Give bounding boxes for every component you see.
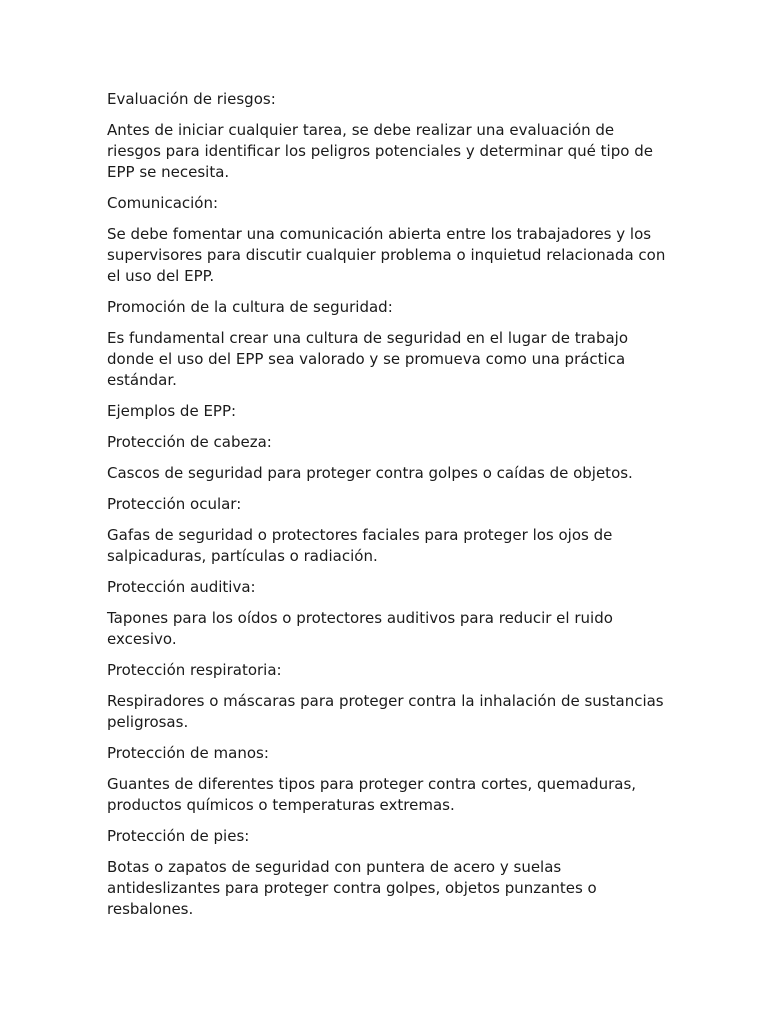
document-page — [107, 89, 667, 930]
heading-proteccion-ocular: Protección ocular: — [107, 495, 242, 513]
heading-proteccion-auditiva: Protección auditiva: — [107, 578, 256, 596]
heading-proteccion-manos: Protección de manos: — [107, 744, 269, 762]
heading-cultura-seguridad: Promoción de la cultura de seguridad: — [107, 298, 393, 316]
paragraph-comunicacion: Se debe fomentar una comunicación abierta entre los trabajadores y los supervisores para discutir cualquier problema o inquietud relacionada con el uso del EPP. — [107, 225, 666, 285]
heading-evaluacion-riesgos: Evaluación de riesgos: — [107, 90, 276, 108]
paragraph-proteccion-pies: Botas o zapatos de seguridad con puntera de acero y suelas antideslizantes para proteger contra golpes, objetos punzantes o resbalones. — [107, 858, 597, 918]
heading-proteccion-pies: Protección de pies: — [107, 827, 250, 845]
heading-comunicacion: Comunicación: — [107, 194, 219, 212]
paragraph-evaluacion-riesgos: Antes de iniciar cualquier tarea, se debe realizar una evaluación de riesgos para identificar los peligros potenciales y determinar qué tipo de EPP se necesita. — [107, 121, 653, 181]
paragraph-cultura-seguridad: Es fundamental crear una cultura de seguridad en el lugar de trabajo donde el uso del EPP sea valorado y se promueva como una práctica estándar. — [107, 329, 629, 389]
heading-proteccion-respiratoria: Protección respiratoria: — [107, 661, 282, 679]
heading-proteccion-cabeza: Protección de cabeza: — [107, 433, 272, 451]
paragraph-proteccion-cabeza: Cascos de seguridad para proteger contra golpes o caídas de objetos. — [107, 464, 633, 482]
paragraph-proteccion-manos: Guantes de diferentes tipos para proteger contra cortes, quemaduras, productos químicos o temperaturas extremas. — [107, 775, 637, 814]
heading-ejemplos-epp: Ejemplos de EPP: — [107, 402, 237, 420]
paragraph-proteccion-auditiva: Tapones para los oídos o protectores auditivos para reducir el ruido excesivo. — [107, 609, 613, 648]
paragraph-proteccion-ocular: Gafas de seguridad o protectores faciales para proteger los ojos de salpicaduras, partículas o radiación. — [107, 526, 613, 565]
paragraph-proteccion-respiratoria: Respiradores o máscaras para proteger contra la inhalación de sustancias peligrosas. — [107, 692, 664, 731]
